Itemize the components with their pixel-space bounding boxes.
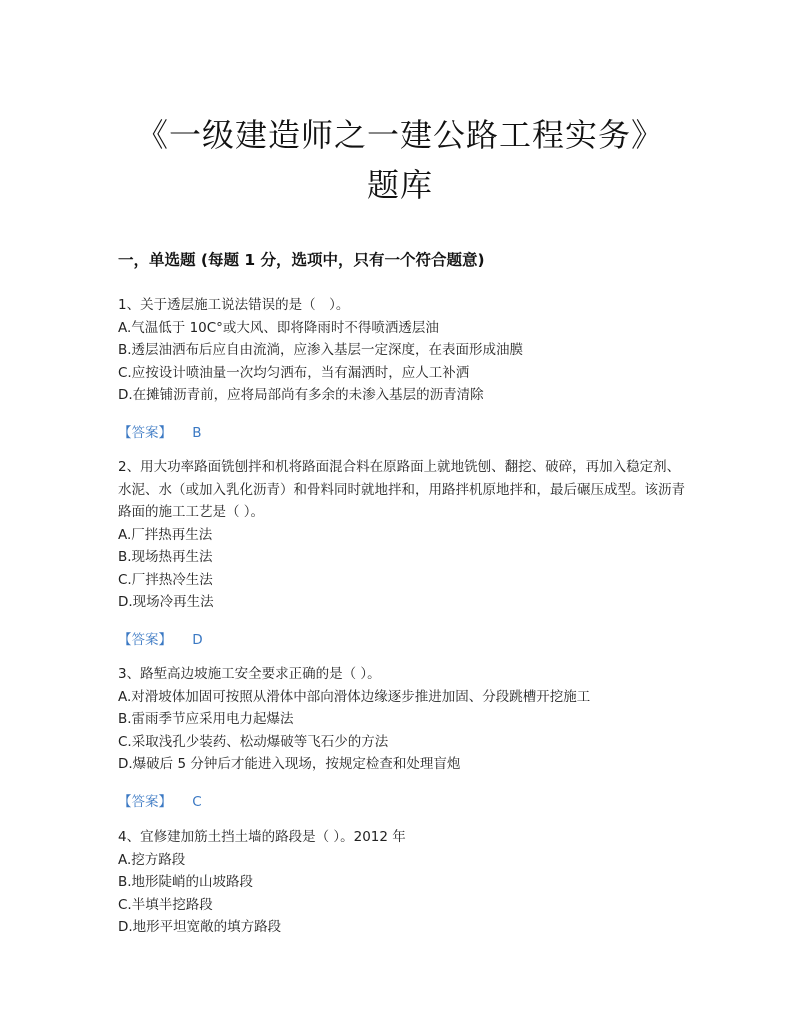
question-option-b: B.地形陡峭的山坡路段 bbox=[118, 874, 254, 890]
question-option-c: C.厂拌热冷生法 bbox=[118, 571, 213, 588]
question-option-c: C.半填半挖路段 bbox=[118, 896, 213, 913]
question-option-b: B.雷雨季节应采用电力起爆法 bbox=[118, 711, 294, 727]
question-option-a: A.气温低于 10C°或大风、即将降雨时不得喷洒透层油 bbox=[118, 319, 439, 336]
question-option-d: D.地形平坦宽敞的填方路段 bbox=[118, 919, 282, 935]
answer-row-3 bbox=[118, 790, 202, 810]
question-option-b: B.现场热再生法 bbox=[118, 549, 213, 565]
question-option-b: B.透层油洒布后应自由流淌，应渗入基层一定深度，在表面形成油膜 bbox=[118, 342, 524, 358]
answer-value: D bbox=[192, 632, 203, 648]
document-title: 《一级建造师之一建公路工程实务》 bbox=[135, 116, 664, 154]
question-option-c: C.采取浅孔少装药、松动爆破等飞石少的方法 bbox=[118, 733, 389, 750]
question-option-c: C.应按设计喷油量一次均匀洒布，当有漏洒时，应人工补洒 bbox=[118, 364, 470, 381]
question-stem: 4、宜修建加筋土挡土墙的路段是（ ）。2012 年 bbox=[118, 829, 406, 845]
question-stem: 3、路堑高边坡施工安全要求正确的是（ ）。 bbox=[118, 666, 381, 682]
answer-label: 【答案】 bbox=[118, 425, 172, 441]
answer-value: B bbox=[192, 425, 202, 441]
question-option-a: A.厂拌热再生法 bbox=[118, 526, 213, 543]
question-3 bbox=[118, 663, 688, 776]
answer-row-1 bbox=[118, 421, 202, 441]
answer-label: 【答案】 bbox=[118, 632, 172, 648]
question-option-a: A.对滑坡体加固可按照从滑体中部向滑体边缘逐步推进加固、分段跳槽开挖施工 bbox=[118, 688, 591, 705]
answer-label: 【答案】 bbox=[118, 794, 172, 810]
question-stem: 1、关于透层施工说法错误的是（ ）。 bbox=[118, 297, 350, 313]
question-4 bbox=[118, 826, 688, 939]
question-2 bbox=[118, 456, 688, 614]
answer-row-2 bbox=[118, 628, 203, 648]
question-1 bbox=[118, 294, 688, 407]
question-option-d: D.现场冷再生法 bbox=[118, 594, 214, 610]
question-option-d: D.在摊铺沥青前，应将局部尚有多余的未渗入基层的沥青清除 bbox=[118, 387, 484, 403]
section-heading: 一，单选题 (每题 1 分，选项中，只有一个符合题意) bbox=[118, 251, 485, 269]
answer-value: C bbox=[192, 794, 202, 810]
document-subtitle: 题库 bbox=[366, 166, 433, 204]
question-option-d: D.爆破后 5 分钟后才能进入现场，按规定检查和处理盲炮 bbox=[118, 756, 461, 772]
question-option-a: A.挖方路段 bbox=[118, 851, 186, 868]
question-stem: 2、用大功率路面铣刨拌和机将路面混合料在原路面上就地铣刨、翻挖、破碎，再加入稳定剂、水泥、水（或加入乳化沥青）和骨料同时就地拌和，用路拌机原地拌和，最后碾压成型。该沥青路面的施工工艺是（ ）。 bbox=[118, 459, 685, 520]
